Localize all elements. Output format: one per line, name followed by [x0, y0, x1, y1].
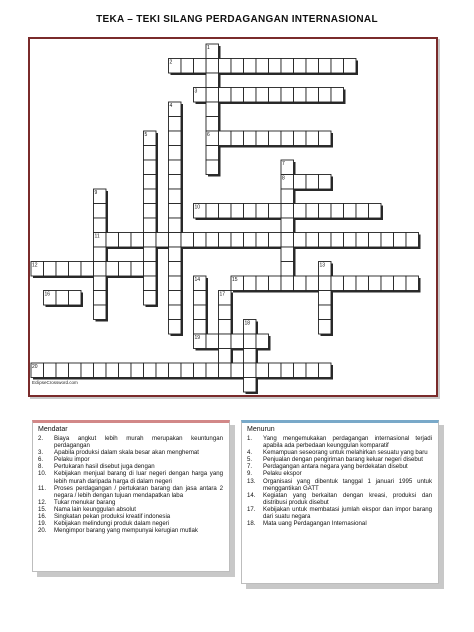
clue-number-label: 17: [219, 291, 226, 298]
crossword-cell[interactable]: [269, 363, 282, 378]
clue-number: 9.: [247, 470, 253, 478]
crossword-cell[interactable]: [269, 131, 282, 146]
crossword-cell[interactable]: [244, 349, 257, 364]
clue-text: Mata uang Perdagangan Internasional: [263, 520, 367, 528]
crossword-cell[interactable]: [169, 320, 182, 335]
crossword-cell[interactable]: [319, 305, 332, 320]
crossword-cell[interactable]: [194, 363, 207, 378]
clue-number: 12.: [38, 498, 47, 506]
clue-text: Nama lain keunggulan absolut: [54, 505, 136, 513]
clue-text: Pertukaran hasil disebut juga dengan: [54, 463, 155, 471]
crossword-cell[interactable]: [181, 59, 194, 74]
crossword-cell[interactable]: [231, 204, 244, 219]
crossword-cell[interactable]: [44, 262, 57, 277]
clue-number: 18.: [247, 520, 256, 528]
crossword-cell[interactable]: [194, 233, 207, 248]
crossword-cell[interactable]: [231, 131, 244, 146]
crossword-cell[interactable]: [319, 291, 332, 306]
crossword-cell[interactable]: [244, 378, 257, 393]
crossword-cell[interactable]: [331, 276, 344, 291]
crossword-cell[interactable]: [94, 305, 107, 320]
clue-text: Kebijakan menjual barang di luar negeri dengan harga yang lebih murah daripada harga di dalam negeri: [54, 470, 223, 485]
clue-text: Kebijakan melindungi produk dalam negeri: [54, 520, 170, 528]
clue-number: 19.: [38, 520, 47, 528]
clue-number-label: 9: [94, 190, 98, 196]
crossword-cell[interactable]: [244, 59, 257, 74]
crossword-cell[interactable]: [169, 189, 182, 204]
crossword-cell[interactable]: [319, 88, 332, 103]
clue-text: Pelaku ekspor: [263, 470, 302, 478]
crossword-cell[interactable]: [206, 59, 219, 74]
crossword-cell[interactable]: [306, 59, 319, 74]
crossword-cell[interactable]: [44, 363, 57, 378]
crossword-cell[interactable]: [256, 334, 269, 349]
crossword-cell[interactable]: [244, 88, 257, 103]
crossword-cell[interactable]: [56, 363, 69, 378]
across-heading: Mendatar: [38, 426, 68, 433]
clue-number: 13.: [247, 477, 256, 485]
clue-item: [38, 435, 223, 449]
crossword-cell[interactable]: [144, 276, 157, 291]
clue-item: [247, 506, 432, 520]
crossword-cell[interactable]: [144, 262, 157, 277]
clue-number-label: 4: [169, 103, 173, 109]
clue-number-label: 6: [207, 132, 210, 138]
crossword-cell[interactable]: [231, 233, 244, 248]
clue-item: [38, 520, 223, 527]
crossword-cell[interactable]: [219, 131, 232, 146]
down-panel: [241, 420, 439, 584]
crossword-cell[interactable]: [306, 276, 319, 291]
crossword-cell[interactable]: [281, 262, 294, 277]
clue-text: Penjualan dengan pengiriman barang keluar negeri disebut: [263, 456, 423, 464]
clue-number: 11.: [38, 484, 47, 492]
crossword-cell[interactable]: [169, 131, 182, 146]
crossword-cell[interactable]: [144, 204, 157, 219]
clue-text: Pelaku impor: [54, 456, 90, 464]
crossword-cell[interactable]: [231, 88, 244, 103]
crossword-cell[interactable]: [281, 88, 294, 103]
clue-number-label: 18: [244, 320, 251, 327]
crossword-cell[interactable]: [194, 59, 207, 74]
crossword-cell[interactable]: [319, 131, 332, 146]
crossword-cell[interactable]: [381, 276, 394, 291]
crossword-cell[interactable]: [306, 363, 319, 378]
crossword-cell[interactable]: [56, 262, 69, 277]
crossword-cell[interactable]: [169, 204, 182, 219]
clue-number-label: 13: [319, 262, 326, 269]
crossword-cell[interactable]: [244, 276, 257, 291]
crossword-cell[interactable]: [144, 291, 157, 306]
crossword-cell[interactable]: [394, 233, 407, 248]
clue-item: [38, 463, 223, 470]
clue-text: Kebijakan untuk membatasi jumlah ekspor dan impor barang dari suatu negara: [263, 505, 432, 521]
crossword-cell[interactable]: [369, 204, 382, 219]
crossword-cell[interactable]: [144, 233, 157, 248]
crossword-cell[interactable]: [331, 59, 344, 74]
crossword-cell[interactable]: [169, 305, 182, 320]
crossword-cell[interactable]: [319, 320, 332, 335]
clue-number-label: 1: [207, 45, 210, 51]
crossword-cell[interactable]: [294, 131, 307, 146]
clue-number-label: 3: [194, 88, 198, 95]
clue-text: Organisasi yang dibentuk tanggal 1 januari 1995 untuk menggantikan GATT: [263, 477, 432, 492]
clue-item: [247, 520, 432, 527]
crossword-cell[interactable]: [281, 247, 294, 262]
clue-text: Mengimpor barang yang mempunyai kerugian mutlak: [54, 527, 198, 535]
crossword-cell[interactable]: [244, 204, 257, 219]
crossword-cell[interactable]: [231, 334, 244, 349]
crossword-cell[interactable]: [194, 320, 207, 335]
crossword-cell[interactable]: [219, 320, 232, 335]
across-clue-list: [33, 435, 229, 534]
crossword-cell[interactable]: [306, 131, 319, 146]
crossword-cell[interactable]: [206, 102, 219, 117]
crossword-cell[interactable]: [269, 59, 282, 74]
crossword-cell[interactable]: [106, 262, 119, 277]
crossword-cell[interactable]: [269, 204, 282, 219]
crossword-cell[interactable]: [269, 233, 282, 248]
crossword-cell[interactable]: [69, 262, 82, 277]
credit-text: EclipseCrossword.com: [32, 380, 78, 385]
clue-item: [38, 513, 223, 520]
crossword-cell[interactable]: [94, 262, 107, 277]
crossword-cell[interactable]: [169, 276, 182, 291]
clue-number: 4.: [247, 449, 253, 457]
crossword-cell[interactable]: [181, 233, 194, 248]
clue-number: 16.: [38, 513, 47, 521]
crossword-cell[interactable]: [106, 363, 119, 378]
clue-number: 17.: [247, 505, 256, 513]
crossword-cell[interactable]: [144, 218, 157, 233]
clue-number: 15.: [38, 505, 47, 513]
crossword-cell[interactable]: [306, 88, 319, 103]
crossword-cell[interactable]: [256, 363, 269, 378]
clue-text: Kemampuan seseorang untuk melahirkan sesuatu yang baru: [263, 449, 428, 457]
crossword-cell[interactable]: [156, 233, 169, 248]
crossword-cell[interactable]: [144, 175, 157, 190]
crossword-cell[interactable]: [281, 131, 294, 146]
crossword-cell[interactable]: [169, 218, 182, 233]
clue-text: Yang mengemukakan perdagangan internasional terjadi apabila ada perbedaan keunggulan komparatif: [263, 435, 432, 450]
crossword-cell[interactable]: [256, 233, 269, 248]
crossword-cell[interactable]: [269, 88, 282, 103]
crossword-cell[interactable]: [356, 204, 369, 219]
crossword-cell[interactable]: [294, 363, 307, 378]
crossword-cell[interactable]: [369, 233, 382, 248]
crossword-cell[interactable]: [194, 291, 207, 306]
crossword-cell[interactable]: [69, 291, 82, 306]
crossword-cell[interactable]: [294, 59, 307, 74]
crossword-cell[interactable]: [244, 233, 257, 248]
crossword-cell[interactable]: [331, 88, 344, 103]
clue-number: 5.: [247, 456, 253, 464]
clue-number-label: 8: [282, 175, 285, 182]
crossword-cell[interactable]: [356, 233, 369, 248]
clue-text: Tukar menukar barang: [54, 498, 116, 506]
across-panel: [32, 420, 230, 572]
crossword-cell[interactable]: [206, 73, 219, 88]
crossword-cell[interactable]: [219, 334, 232, 349]
crossword-cell[interactable]: [231, 59, 244, 74]
crossword-cell[interactable]: [219, 59, 232, 74]
crossword-cell[interactable]: [206, 146, 219, 161]
crossword-cell[interactable]: [94, 247, 107, 262]
crossword-cell[interactable]: [206, 88, 219, 103]
clue-item: [247, 478, 432, 492]
crossword-cell[interactable]: [256, 204, 269, 219]
crossword-cell[interactable]: [131, 262, 144, 277]
crossword-cell[interactable]: [169, 233, 182, 248]
crossword-cell[interactable]: [306, 204, 319, 219]
crossword-cell[interactable]: [281, 218, 294, 233]
clue-item: [247, 463, 432, 470]
crossword-cell[interactable]: [81, 262, 94, 277]
crossword-cell[interactable]: [94, 276, 107, 291]
clue-item: [247, 456, 432, 463]
crossword-cell[interactable]: [306, 233, 319, 248]
crossword-cell[interactable]: [219, 349, 232, 364]
crossword-cell[interactable]: [281, 189, 294, 204]
crossword-cell[interactable]: [406, 233, 419, 248]
crossword-cell[interactable]: [119, 363, 132, 378]
crossword-cell[interactable]: [319, 363, 332, 378]
crossword-cell[interactable]: [219, 363, 232, 378]
clue-number-label: 11: [94, 233, 100, 240]
clue-number: 10.: [38, 470, 47, 478]
crossword-cell[interactable]: [94, 363, 107, 378]
clue-number-label: 12: [32, 262, 38, 269]
clue-number: 8.: [38, 463, 44, 471]
crossword-cell[interactable]: [106, 233, 119, 248]
clue-number-label: 16: [44, 291, 51, 298]
crossword-cell[interactable]: [369, 276, 382, 291]
crossword-cell[interactable]: [169, 247, 182, 262]
clue-text: Singkatan pekan produksi kreatif indonesia: [54, 513, 171, 521]
clue-item: [38, 527, 223, 534]
crossword-cell[interactable]: [206, 233, 219, 248]
crossword-cell[interactable]: [56, 291, 69, 306]
crossword-cell[interactable]: [131, 233, 144, 248]
clue-number-label: 15: [232, 277, 238, 283]
clue-number: 6.: [38, 456, 44, 464]
crossword-cell[interactable]: [144, 247, 157, 262]
crossword-cell[interactable]: [219, 233, 232, 248]
crossword-cell[interactable]: [344, 276, 357, 291]
crossword-cell[interactable]: [206, 160, 219, 175]
crossword-cell[interactable]: [256, 131, 269, 146]
crossword-cell[interactable]: [169, 262, 182, 277]
crossword-cell[interactable]: [206, 204, 219, 219]
crossword-cell[interactable]: [319, 204, 332, 219]
crossword-cell[interactable]: [281, 276, 294, 291]
crossword-cell[interactable]: [144, 363, 157, 378]
crossword-cell[interactable]: [381, 233, 394, 248]
crossword-cell[interactable]: [281, 233, 294, 248]
clue-number-label: 10: [194, 204, 201, 211]
crossword-cell[interactable]: [269, 276, 282, 291]
crossword-cell[interactable]: [306, 175, 319, 190]
crossword-cell[interactable]: [244, 131, 257, 146]
crossword-cell[interactable]: [69, 363, 82, 378]
crossword-cell[interactable]: [119, 233, 132, 248]
crossword-cell[interactable]: [344, 204, 357, 219]
crossword-cell[interactable]: [319, 233, 332, 248]
crossword-cell[interactable]: [244, 363, 257, 378]
clue-item: [38, 456, 223, 463]
crossword-cell[interactable]: [281, 204, 294, 219]
crossword-cell[interactable]: [319, 276, 332, 291]
clue-item: [38, 506, 223, 513]
crossword-cell[interactable]: [219, 204, 232, 219]
crossword-cell[interactable]: [206, 363, 219, 378]
clue-text: Apabila produksi dalam skala besar akan menghemat: [54, 449, 199, 457]
clue-number: 20.: [38, 527, 47, 535]
clue-text: Kegiatan yang berkaitan dengan kreasi, produksi dan distribusi produk disebut: [263, 491, 432, 506]
crossword-cell[interactable]: [256, 88, 269, 103]
clue-item: [38, 449, 223, 456]
down-heading: Menurun: [247, 426, 275, 433]
crossword-cell[interactable]: [169, 175, 182, 190]
crossword-cell[interactable]: [331, 233, 344, 248]
clue-number-label: 14: [194, 277, 201, 283]
clue-item: [247, 449, 432, 456]
crossword-cell[interactable]: [406, 276, 419, 291]
crossword-cell[interactable]: [181, 363, 194, 378]
crossword-cell[interactable]: [94, 218, 107, 233]
crossword-cell[interactable]: [194, 305, 207, 320]
crossword-cell[interactable]: [169, 117, 182, 132]
crossword-cell[interactable]: [294, 175, 307, 190]
clue-item: [38, 470, 223, 484]
page-title: TEKA – TEKI SILANG PERDAGANGAN INTERNASIONAL: [96, 14, 378, 25]
crossword-cell[interactable]: [344, 233, 357, 248]
crossword-cell[interactable]: [144, 189, 157, 204]
crossword-cell[interactable]: [169, 160, 182, 175]
crossword-cell[interactable]: [281, 59, 294, 74]
crossword-cell[interactable]: [319, 175, 332, 190]
crossword-cell[interactable]: [356, 276, 369, 291]
crossword-cell[interactable]: [206, 117, 219, 132]
crossword-cell[interactable]: [256, 59, 269, 74]
crossword-cell[interactable]: [81, 363, 94, 378]
clue-number: 7.: [247, 463, 253, 471]
crossword-cell[interactable]: [169, 291, 182, 306]
clue-item: [247, 470, 432, 477]
crossword-cell[interactable]: [344, 59, 357, 74]
crossword-cell[interactable]: [294, 233, 307, 248]
clue-number-label: 20: [32, 364, 38, 370]
crossword-cell[interactable]: [244, 334, 257, 349]
clue-number-label: 5: [144, 132, 148, 138]
crossword-cell[interactable]: [156, 363, 169, 378]
clue-item: [247, 492, 432, 506]
clue-number: 3.: [38, 449, 44, 457]
crossword-cell[interactable]: [331, 204, 344, 219]
clue-item: [38, 499, 223, 506]
clue-number-label: 2: [169, 59, 173, 66]
clue-text: Perdagangan antara negara yang berdekatan disebut: [263, 463, 408, 471]
crossword-cell[interactable]: [94, 204, 107, 219]
crossword-cell[interactable]: [231, 363, 244, 378]
clue-number-label: 7: [282, 161, 285, 167]
crossword-cell[interactable]: [144, 146, 157, 161]
crossword-cell[interactable]: [294, 204, 307, 219]
crossword-cell[interactable]: [319, 59, 332, 74]
crossword-cell[interactable]: [94, 291, 107, 306]
clue-item: [38, 485, 223, 499]
crossword-cell[interactable]: [281, 363, 294, 378]
crossword-cell[interactable]: [131, 363, 144, 378]
crossword-cell[interactable]: [294, 276, 307, 291]
crossword-cell[interactable]: [169, 363, 182, 378]
clue-number: 14.: [247, 491, 256, 499]
down-clue-list: [242, 435, 438, 527]
crossword-cell[interactable]: [144, 160, 157, 175]
crossword-cell[interactable]: [294, 88, 307, 103]
clue-text: Proses perdagangan / pertukaran barang dan jasa antara 2 negara / lebih dengan tujuan mendapatkan laba: [54, 484, 223, 499]
clue-number: 1.: [247, 435, 253, 442]
crossword-cell[interactable]: [219, 88, 232, 103]
crossword-cell[interactable]: [219, 305, 232, 320]
clue-item: [247, 435, 432, 449]
crossword-cell[interactable]: [119, 262, 132, 277]
crossword-cell[interactable]: [206, 334, 219, 349]
crossword-cell[interactable]: [256, 276, 269, 291]
clue-number-label: 19: [194, 335, 201, 341]
clue-text: Biaya angkut lebih murah merupakan keuntungan perdagangan: [54, 435, 223, 450]
crossword-cell[interactable]: [394, 276, 407, 291]
crossword-cell[interactable]: [169, 146, 182, 161]
clue-number: 2.: [38, 435, 44, 442]
